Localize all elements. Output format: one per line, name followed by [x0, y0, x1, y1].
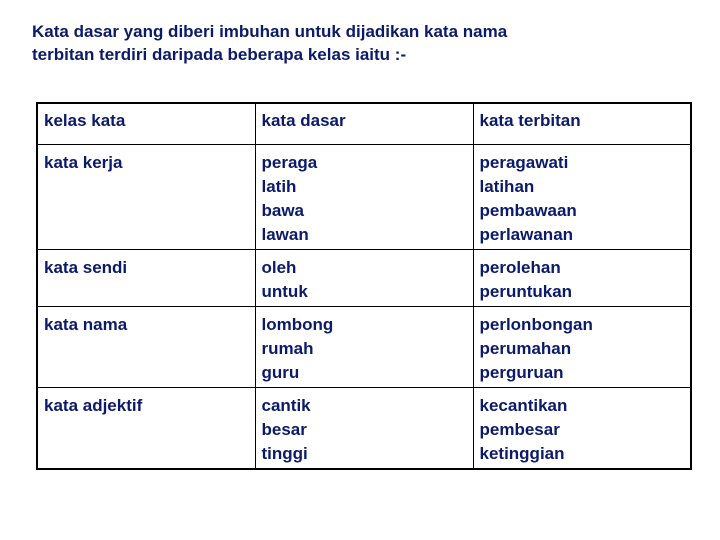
derived-word: perlawanan	[479, 225, 574, 244]
derived-cell	[473, 388, 691, 470]
intro-line-2: terbitan terdiri daripada beberapa kelas iaitu :-	[32, 45, 407, 64]
table-row	[37, 145, 691, 250]
root-cell	[255, 307, 473, 388]
header-cell-root: kata dasar	[255, 103, 473, 145]
class-cell: kata adjektif	[37, 388, 255, 470]
root-word: rumah	[261, 339, 314, 358]
intro-paragraph	[32, 20, 632, 66]
root-word: tinggi	[261, 444, 308, 463]
root-word: untuk	[261, 282, 308, 301]
derived-word: perolehan	[479, 258, 561, 277]
class-cell: kata kerja	[37, 145, 255, 250]
class-cell: kata sendi	[37, 250, 255, 307]
root-word: lombong	[261, 315, 334, 334]
header-cell-class: kelas kata	[37, 103, 255, 145]
table-row	[37, 250, 691, 307]
root-cell	[255, 145, 473, 250]
derived-word: ketinggian	[479, 444, 565, 463]
root-word: guru	[261, 363, 300, 382]
derived-word: perlonbongan	[479, 315, 593, 334]
root-cell	[255, 250, 473, 307]
root-word: peraga	[261, 153, 318, 172]
root-cell	[255, 388, 473, 470]
class-cell: kata nama	[37, 307, 255, 388]
table-header-row	[37, 103, 691, 145]
word-class-table	[36, 102, 692, 470]
root-word: besar	[261, 420, 307, 439]
table-row	[37, 307, 691, 388]
derived-word: perumahan	[479, 339, 572, 358]
root-word: lawan	[261, 225, 309, 244]
root-word: bawa	[261, 201, 305, 220]
derived-word: peragawati	[479, 153, 569, 172]
root-word: cantik	[261, 396, 311, 415]
derived-cell	[473, 250, 691, 307]
derived-word: peruntukan	[479, 282, 573, 301]
derived-cell	[473, 145, 691, 250]
header-cell-derived: kata terbitan	[473, 103, 691, 145]
intro-line-1: Kata dasar yang diberi imbuhan untuk dijadikan kata nama	[32, 22, 508, 41]
root-word: oleh	[261, 258, 297, 277]
root-word: latih	[261, 177, 297, 196]
table-row	[37, 388, 691, 470]
derived-word: kecantikan	[479, 396, 568, 415]
derived-word: perguruan	[479, 363, 564, 382]
derived-word: pembawaan	[479, 201, 577, 220]
derived-word: latihan	[479, 177, 535, 196]
derived-cell	[473, 307, 691, 388]
derived-word: pembesar	[479, 420, 560, 439]
